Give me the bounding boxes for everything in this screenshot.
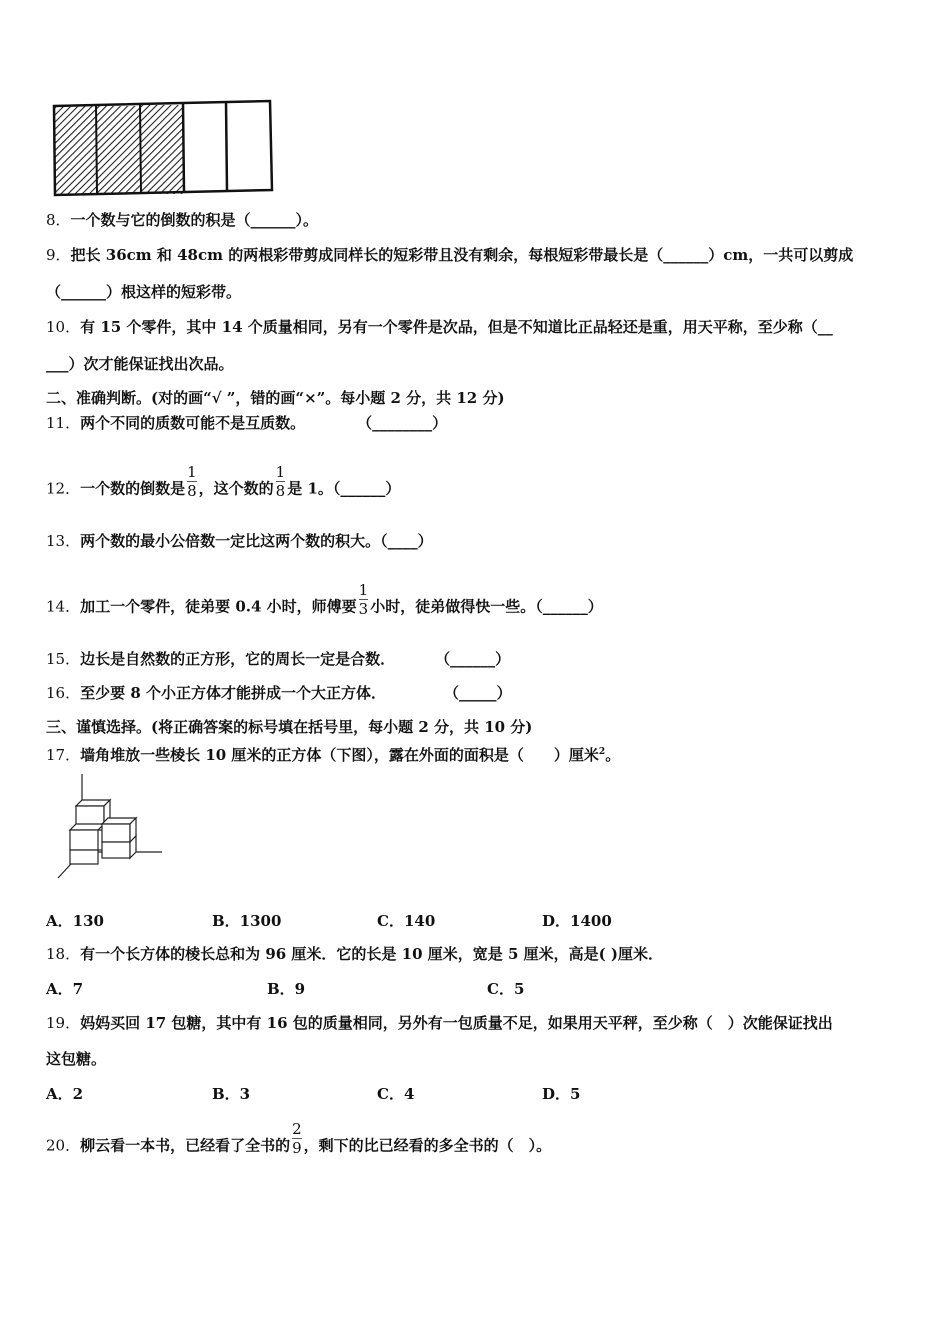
question-text: ，这个数的 (198, 479, 274, 498)
superscript: 2 (598, 747, 606, 757)
option-b: B．3 (212, 1085, 251, 1103)
question-number: 19． (46, 1014, 81, 1032)
question-11 (46, 413, 447, 433)
question-text: 墙角堆放一些棱长 10 厘米的正方体（下图），露在外面的面积是（ ）厘米 (80, 746, 599, 764)
question-number: 10． (46, 318, 81, 336)
question-number: 9． (46, 246, 71, 264)
shaded-part-2 (96, 106, 140, 194)
question-text: 一个数的倒数是 (80, 479, 186, 498)
question-text: 这包糖。 (46, 1050, 107, 1068)
question-text: 加工一个零件，徒弟要 0.4 小时，师傅要 (80, 597, 357, 616)
option-c: C．4 (377, 1085, 415, 1103)
question-text: 两个数的最小公倍数一定比这两个数的积大。（____） (80, 532, 433, 550)
option-b: B．1300 (212, 912, 282, 930)
question-text: 。 (605, 746, 621, 764)
question-number: 8． (46, 211, 71, 229)
question-number: 18． (46, 945, 81, 963)
denominator: 8 (187, 482, 197, 500)
shaded-bar-figure (50, 98, 276, 200)
question-20 (46, 1120, 552, 1164)
option-a: A．2 (46, 1085, 84, 1103)
numerator: 1 (275, 463, 286, 481)
question-12 (46, 463, 401, 507)
question-19 (46, 1013, 833, 1033)
question-10-continued (46, 354, 234, 374)
section-title: 三、谨慎选择。(将正确答案的标号填在括号里，每小题 2 分，共 10 分) (46, 718, 533, 736)
question-19-continued (46, 1049, 106, 1069)
fraction-one-eighth (187, 464, 197, 499)
denominator: 3 (358, 600, 369, 618)
question-number: 13． (46, 532, 81, 550)
question-number: 17． (46, 746, 81, 764)
denominator: 9 (292, 1139, 302, 1157)
numerator: 1 (187, 463, 197, 481)
question-10 (46, 317, 833, 337)
question-18 (46, 944, 663, 964)
question-number: 16． (46, 684, 81, 702)
denominator: 8 (275, 482, 286, 500)
section-2-heading (46, 388, 505, 408)
question-text: 是 1。（______） (287, 479, 401, 498)
numerator: 1 (358, 581, 369, 599)
question-text: ，剩下的比已经看的多全书的（ ）。 (303, 1136, 552, 1155)
fraction-one-third (359, 582, 369, 617)
question-15 (46, 649, 510, 669)
question-text: 有 15 个零件，其中 14 个质量相同，另有一个零件是次品，但是不知道比正品轻还是重，用天平称，至少称（__ (80, 318, 833, 336)
fraction-one-eighth (276, 464, 286, 499)
option-d: D．5 (542, 1085, 581, 1103)
answer-blank: （_____） (443, 684, 512, 702)
question-number: 14． (46, 597, 81, 616)
shaded-part-1 (54, 106, 96, 194)
question-text: 边长是自然数的正方形，它的周长一定是合数． (80, 650, 396, 668)
option-a: A．7 (46, 980, 84, 998)
answer-blank: （______） (435, 650, 511, 668)
question-text: 小时，徒弟做得快一些。（______） (370, 597, 603, 616)
shaded-part-3 (140, 105, 183, 194)
section-3-heading (46, 717, 532, 737)
numerator: 2 (292, 1120, 302, 1138)
option-c: C．140 (377, 912, 436, 930)
option-a: A．130 (46, 912, 104, 930)
question-text: ___）次才能保证找出次品。 (46, 355, 234, 373)
answer-blank: （________） (357, 414, 448, 432)
fraction-two-ninths (292, 1121, 302, 1156)
option-c: C．5 (487, 980, 525, 998)
option-b: B．9 (267, 980, 306, 998)
question-number: 11． (46, 414, 81, 432)
question-number: 15． (46, 650, 81, 668)
question-14 (46, 581, 603, 625)
question-text: 把长 36cm 和 48cm 的两根彩带剪成同样长的短彩带且没有剩余，每根短彩带最长是（______）cm，一共可以剪成 (70, 246, 854, 264)
corner-cubes-figure (54, 772, 166, 884)
section-title: 二、准确判断。(对的画“√ ”，错的画“×”。每小题 2 分，共 12 分) (46, 389, 505, 407)
question-17 (46, 742, 620, 765)
question-text: 妈妈买回 17 包糖，其中有 16 包的质量相同，另外有一包质量不足，如果用天平秤，至少称（ ）次能保证找出 (80, 1014, 833, 1032)
question-number: 12． (46, 479, 81, 498)
question-9 (46, 245, 853, 265)
question-16 (46, 683, 512, 703)
question-9-continued (46, 282, 241, 302)
question-text: 至少要 8 个小正方体才能拼成一个大正方体． (80, 684, 386, 702)
question-number: 20． (46, 1136, 81, 1155)
question-text: 有一个长方体的棱长总和为 96 厘米．它的长是 10 厘米，宽是 5 厘米，高是( )厘米． (80, 945, 664, 963)
option-d: D．1400 (542, 912, 612, 930)
question-text: 两个不同的质数可能不是互质数。 (80, 414, 306, 432)
question-13 (46, 531, 433, 551)
question-8 (46, 210, 318, 230)
question-text: 柳云看一本书，已经看了全书的 (80, 1136, 291, 1155)
question-text: （______）根这样的短彩带。 (46, 283, 242, 301)
question-text: 一个数与它的倒数的积是（______）。 (70, 211, 319, 229)
